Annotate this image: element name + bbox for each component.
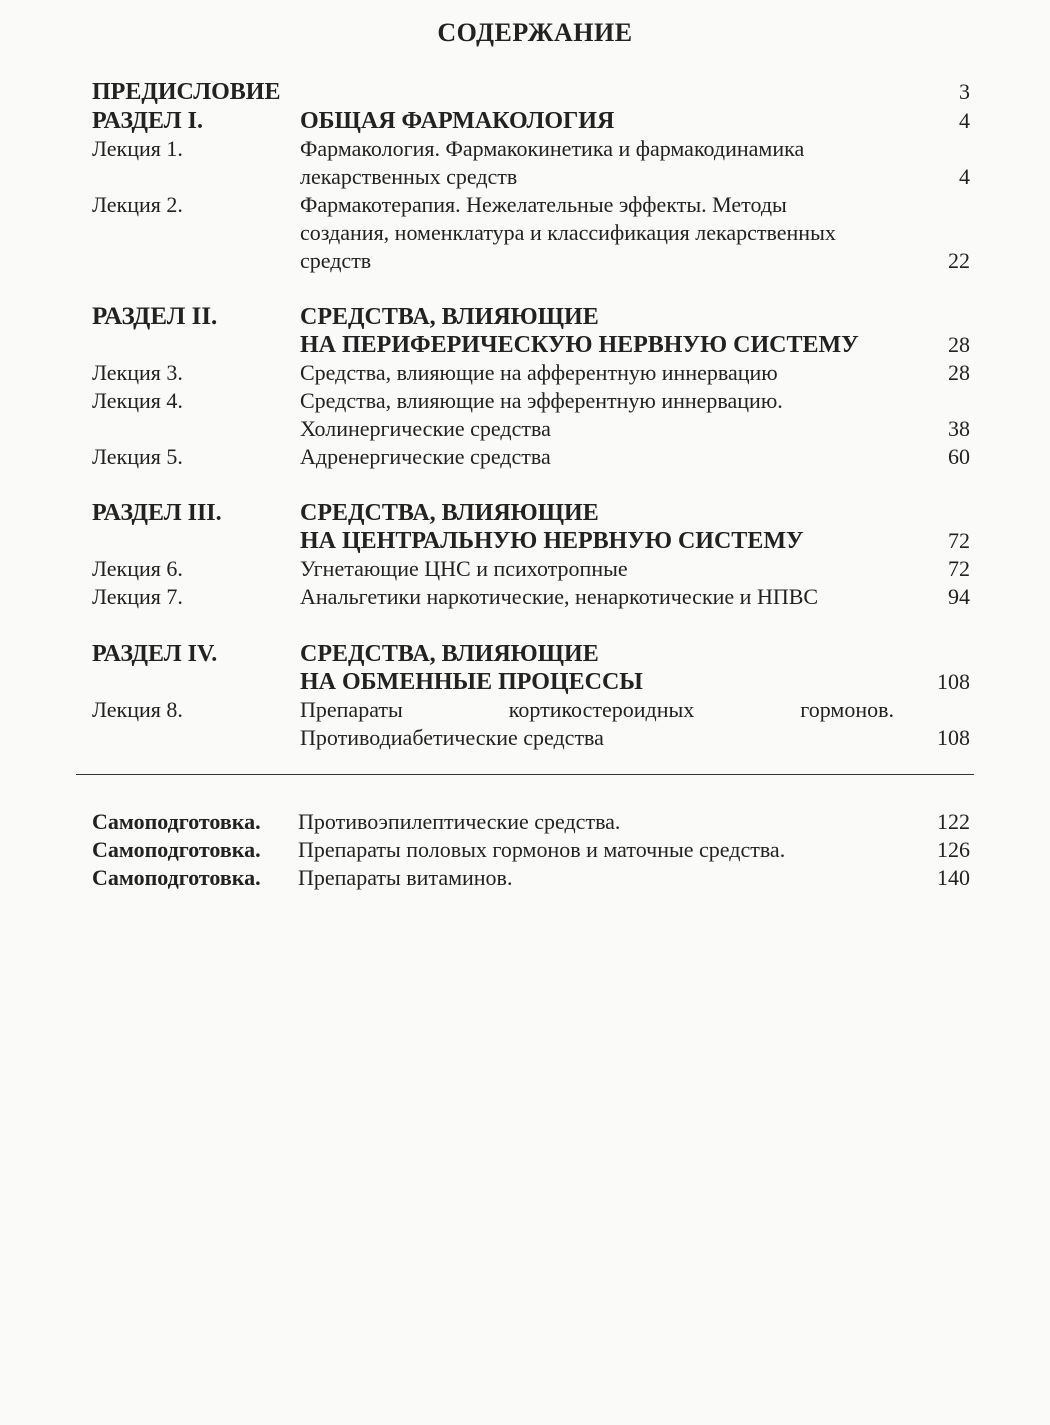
section-title: СРЕДСТВА, ВЛИЯЮЩИЕ (300, 304, 599, 330)
toc-section-2-heading-cont (92, 331, 970, 359)
toc-lecture-8 (92, 696, 970, 724)
toc-section-4-heading-cont (92, 668, 970, 696)
page-number: 60 (948, 444, 970, 469)
section-label: РАЗДЕЛ III. (92, 500, 222, 526)
page-number: 72 (948, 556, 970, 581)
page-number: 94 (948, 584, 970, 609)
lecture-title-line: Средства, влияющие на афферентную иннервацию (300, 360, 778, 385)
page-title: СОДЕРЖАНИЕ (437, 18, 633, 47)
page-number: 28 (948, 360, 970, 385)
section-label: РАЗДЕЛ IV. (92, 641, 218, 667)
toc-lecture-2 (92, 191, 970, 219)
self-study-label: Самоподготовка (92, 865, 256, 890)
lecture-label: Лекция 2. (92, 192, 183, 217)
section-title: СРЕДСТВА, ВЛИЯЮЩИЕ (300, 500, 599, 526)
lecture-title-line: Противодиабетические средства (300, 725, 604, 750)
page-number: 22 (948, 248, 970, 273)
self-study-label: Самоподготовка (92, 809, 256, 834)
toc-self-study-3: Самоподготовка. Препараты витаминов. 140 (92, 865, 970, 890)
section-title: НА ПЕРИФЕРИЧЕСКУЮ НЕРВНУЮ СИСТЕМУ (300, 332, 859, 358)
lecture-title-line: Фармакотерапия. Нежелательные эффекты. Методы (300, 192, 787, 217)
toc-lecture-1-cont (92, 163, 970, 191)
page-number: 3 (959, 79, 970, 104)
lecture-title-line: средств (300, 248, 372, 273)
toc-lecture-4-cont (92, 415, 970, 443)
lecture-label: Лекция 7. (92, 584, 183, 609)
divider (76, 774, 974, 775)
self-study-title: Противоэпилептические средства. (298, 809, 621, 834)
lecture-label: Лекция 4. (92, 388, 183, 413)
toc-lecture-6 (92, 555, 970, 583)
toc-section-4-heading (92, 640, 970, 668)
lecture-title-line: создания, номенклатура и классификация лекарственных (300, 220, 836, 245)
page-number: 122 (937, 809, 970, 834)
self-study-title: Препараты витаминов. (298, 865, 513, 890)
section-title: СРЕДСТВА, ВЛИЯЮЩИЕ (300, 641, 599, 667)
page-number: 4 (959, 164, 970, 189)
toc-lecture-2-cont2 (92, 247, 970, 275)
lecture-title-line: Препараты кортикостероидных гормонов. (300, 697, 894, 722)
page-number: 140 (937, 865, 970, 890)
toc-lecture-5 (92, 443, 970, 471)
toc-lecture-7 (92, 583, 970, 611)
toc-self-study-2: Самоподготовка. Препараты половых гормонов и маточные средства. 126 (92, 837, 970, 862)
page-number: 4 (959, 108, 970, 133)
toc-lecture-2-cont (92, 219, 970, 247)
lecture-label: Лекция 8. (92, 697, 183, 722)
section-title: ОБЩАЯ ФАРМАКОЛОГИЯ (300, 108, 615, 134)
toc-entry-preface (92, 78, 970, 106)
toc-lecture-4 (92, 387, 970, 415)
self-study-title: Препараты половых гормонов и маточные средства. (298, 837, 786, 862)
toc-self-study-1: Самоподготовка. Противоэпилептические средства. 122 (92, 809, 970, 834)
page-number: 126 (937, 837, 970, 862)
toc-section-3-heading-cont (92, 527, 970, 555)
lecture-title-line: Средства, влияющие на эфферентную иннервацию. (300, 388, 783, 413)
lecture-title-line: Угнетающие ЦНС и психотропные (300, 556, 628, 581)
section-label: РАЗДЕЛ I. (92, 108, 203, 134)
lecture-label: Лекция 5. (92, 444, 183, 469)
preface-label: ПРЕДИСЛОВИЕ (92, 79, 281, 105)
toc-lecture-3 (92, 359, 970, 387)
lecture-label: Лекция 6. (92, 556, 183, 581)
lecture-title-line: Анальгетики наркотические, ненаркотические и НПВС (300, 584, 819, 609)
self-study-label: Самоподготовка (92, 837, 256, 862)
lecture-title-line: лекарственных средств (300, 164, 518, 189)
page-number: 108 (937, 669, 970, 694)
page-number: 28 (948, 332, 970, 357)
page-number: 108 (937, 725, 970, 750)
toc-lecture-1 (92, 135, 970, 163)
section-title: НА ОБМЕННЫЕ ПРОЦЕССЫ (300, 669, 643, 695)
lecture-label: Лекция 3. (92, 360, 183, 385)
toc-section-3-heading (92, 499, 970, 527)
lecture-title-line: Холинергические средства (300, 416, 551, 441)
page-number: 72 (948, 528, 970, 553)
lecture-label: Лекция 1. (92, 136, 183, 161)
page-number: 38 (948, 416, 970, 441)
toc-section-1-heading (92, 107, 970, 135)
section-label: РАЗДЕЛ II. (92, 303, 218, 330)
toc-section-2-heading (92, 303, 970, 331)
toc-lecture-8-cont (92, 724, 970, 752)
lecture-title-line: Фармакология. Фармакокинетика и фармакодинамика (300, 136, 805, 161)
lecture-title-line: Адренергические средства (300, 444, 551, 469)
section-title: НА ЦЕНТРАЛЬНУЮ НЕРВНУЮ СИСТЕМУ (300, 528, 804, 554)
